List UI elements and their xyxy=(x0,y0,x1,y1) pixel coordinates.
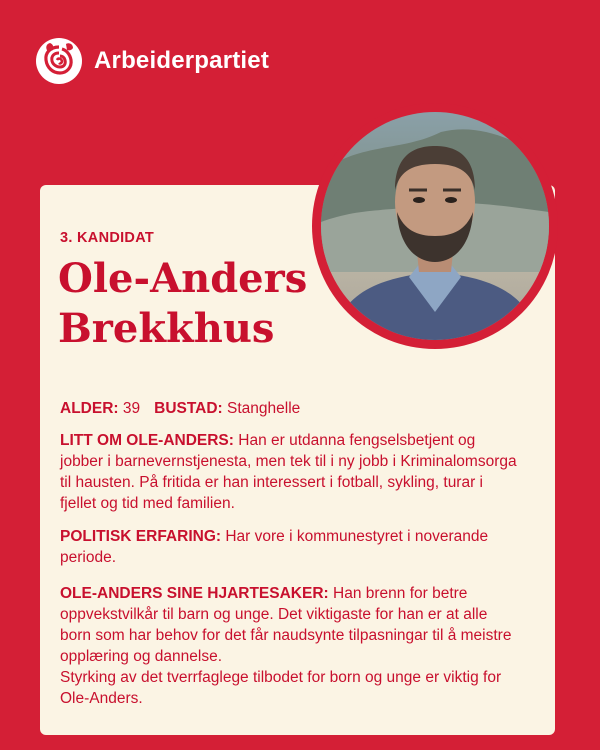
causes-text-2: Styrking av det tverrfaglege tilbodet for born og unge er viktig for Ole-Anders. xyxy=(60,669,502,707)
home-label: BUSTAD: xyxy=(154,400,223,417)
brand-name: Arbeiderpartiet xyxy=(94,47,270,74)
about-label: LITT OM OLE-ANDERS: xyxy=(60,432,234,449)
causes-text: Han brenn for betre oppvekstvilkår til barn og unge. Det viktigaste for han er at alle born som har behov for det får naudsynte tilpasningar til å meistre opplæring og dannelse. xyxy=(60,585,512,665)
experience-label: POLITISK ERFARING: xyxy=(60,528,222,545)
candidate-name xyxy=(58,254,307,354)
candidate-portrait xyxy=(312,103,558,349)
rose-logo-icon xyxy=(36,38,82,84)
about-text: Han er utdanna fengselsbetjent og jobber i barnevernstjenesta, men tek til i ny jobb i Kriminalomsorga til hausten. På fritida er han interessert i fotball, sykling, turar i fjellet og tid med familien. xyxy=(60,432,517,512)
brand-header xyxy=(36,38,269,84)
home-value: Stanghelle xyxy=(227,400,301,417)
causes-label: OLE-ANDERS SINE HJARTESAKER: xyxy=(60,585,329,602)
portrait-photo xyxy=(321,112,549,340)
candidate-last-name: Brekkhus xyxy=(58,305,275,352)
causes-section xyxy=(60,583,520,709)
age-label: ALDER: xyxy=(60,400,119,417)
about-section xyxy=(60,430,520,514)
experience-section xyxy=(60,526,520,568)
candidate-first-name: Ole-Anders xyxy=(58,255,308,302)
age-home-row xyxy=(60,398,520,419)
age-value: 39 xyxy=(122,400,141,417)
experience-text: Har vore i kommunestyret i noverande periode. xyxy=(60,528,489,566)
candidate-rank: 3. KANDIDAT xyxy=(60,230,155,246)
